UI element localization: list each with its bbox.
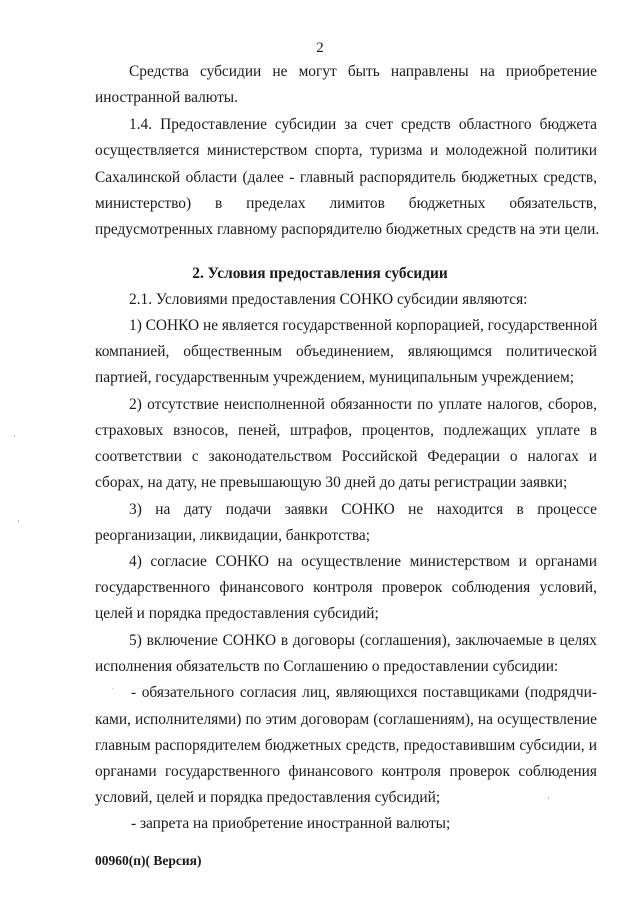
text-line: условий, целей и порядка предоставления субсидий; bbox=[95, 789, 441, 806]
scan-speck bbox=[14, 435, 15, 437]
text-line: Сахалинской области (далее - главный распорядитель бюджетных средств, bbox=[95, 169, 597, 186]
text-line: 2) отсутствие неисполненной обязанности по уплате налогов, сборов, bbox=[129, 396, 597, 413]
text-line: - запрета на приобретение иностранной валюты; bbox=[131, 815, 451, 832]
text-line: соответствии с законодательством Российской Федерации о налогах и bbox=[95, 448, 597, 465]
text-line: 4) согласие СОНКО на осуществление министерством и органами bbox=[129, 553, 597, 570]
text-line: сборах, на дату, не превышающую 30 дней до даты регистрации заявки; bbox=[95, 474, 568, 491]
text-line: ками, исполнителями) по этим договорам (соглашениям), на осуществление bbox=[95, 711, 597, 728]
document-footer: 00960(п)( Версия) bbox=[95, 853, 202, 868]
text-line: иностранной валюты. bbox=[95, 89, 238, 106]
section-heading: 2. Условия предоставления субсидии bbox=[192, 265, 448, 282]
text-line: 1) СОНКО не является государственной корпорацией, государственной bbox=[129, 317, 598, 334]
scan-speck bbox=[548, 797, 549, 799]
scan-speck bbox=[18, 520, 19, 522]
text-line: реорганизации, ликвидации, банкротства; bbox=[95, 527, 371, 544]
text-line: осуществляется министерством спорта, туризма и молодежной политики bbox=[95, 142, 597, 159]
text-line: главным распорядителем бюджетных средств, предоставившим субсидии, и bbox=[95, 737, 597, 754]
text-line: государственного финансового контроля проверок соблюдения условий, bbox=[95, 579, 597, 596]
text-line: компанией, общественным объединением, являющимся политической bbox=[95, 343, 597, 360]
text-line: министерство) в пределах лимитов бюджетных обязательств, bbox=[95, 195, 597, 212]
text-line: исполнения обязательств по Соглашению о предоставлении субсидии: bbox=[95, 658, 559, 675]
page-number: 2 bbox=[316, 40, 324, 56]
text-line: - обязательного согласия лиц, являющихся поставщиками (подрядчи- bbox=[131, 684, 597, 701]
text-line: 3) на дату подачи заявки СОНКО не находится в процессе bbox=[129, 501, 597, 518]
text-line: предусмотренных главному распорядителю бюджетных средств на эти цели. bbox=[95, 221, 600, 238]
text-line: целей и порядка предоставления субсидий; bbox=[95, 605, 379, 622]
scan-speck bbox=[112, 688, 113, 689]
text-line: 2.1. Условиями предоставления СОНКО субсидии являются: bbox=[129, 291, 528, 308]
text-line: органами государственного финансового контроля проверок соблюдения bbox=[95, 763, 597, 780]
text-line: партией, государственным учреждением, муниципальным учреждением; bbox=[95, 369, 574, 386]
text-line: 1.4. Предоставление субсидии за счет средств областного бюджета bbox=[129, 116, 597, 133]
text-line: 5) включение СОНКО в договоры (соглашения), заключаемые в целях bbox=[129, 632, 597, 649]
text-line: страховых взносов, пеней, штрафов, процентов, подлежащих уплате в bbox=[95, 422, 597, 439]
text-line: Средства субсидии не могут быть направлены на приобретение bbox=[129, 63, 597, 80]
